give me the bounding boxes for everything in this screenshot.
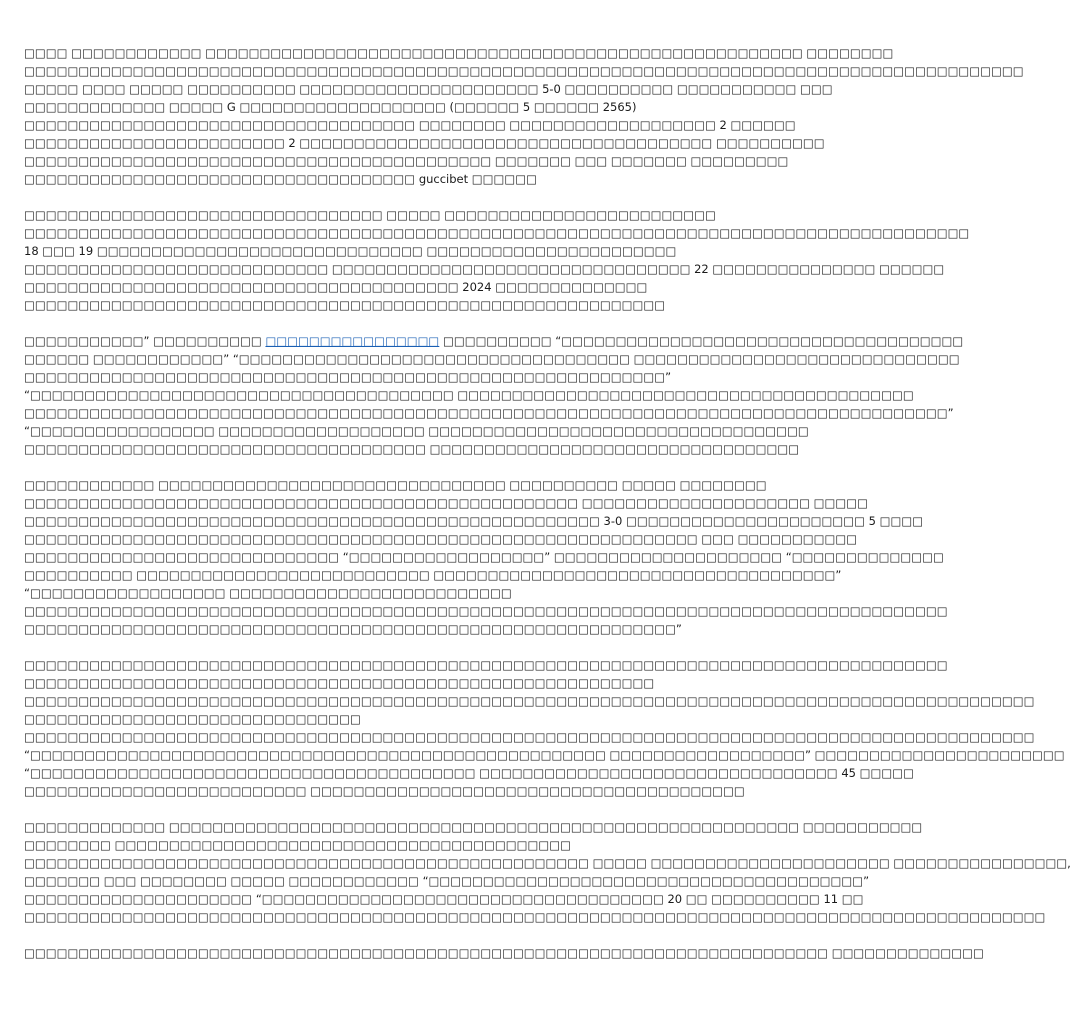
- text-line: □□□□□□□□□□□□□□□□□□□□□□□□□□□□□□□□□□□□□□□□ 2024 □□□□□□□□□□□□□□: [24, 280, 648, 294]
- text-line: □□□□ □□□□□□□□□□□□ □□□□□□□□□□□□□□□□□□□□□□□□□□□□□□□□□□□□□□□□□□□□□□□□□□□□□□□ □□□□□□□□: [24, 46, 894, 60]
- text-line: □□□□□□ □□□□□□□□□□□□” “□□□□□□□□□□□□□□□□□□□□□□□□□□□□□□□□□□□□ □□□□□□□□□□□□□□□□□□□□□□□□□□□□□□: [24, 352, 960, 366]
- text-line: □□□□□□□□□□□□□□□□□□□□□□□□□□□□□□□□□□□□□□□□□□□□□□□□□□□□□□□□□□□□□□□□□□□□□□□□□□ □□□□□□□□□□□□□□: [24, 946, 984, 960]
- text-line: □□□□□□□□□□□□□□□□□□□□□□□□□□□□□□□□□□□□□□□□□□□□□□□□□□□□□□□□□□□□”: [24, 622, 682, 636]
- text-line: “□□□□□□□□□□□□□□□□□ □□□□□□□□□□□□□□□□□□□ □□□□□□□□□□□□□□□□□□□□□□□□□□□□□□□□□□□: [24, 424, 809, 438]
- text-line: “□□□□□□□□□□□□□□□□□□ □□□□□□□□□□□□□□□□□□□□□□□□□□: [24, 586, 512, 600]
- text-line: 18 □□□ 19 □□□□□□□□□□□□□□□□□□□□□□□□□□□□□□ □□□□□□□□□□□□□□□□□□□□□□□: [24, 244, 677, 258]
- text-line: □□□□□□□□□□□□□□□□□□□□□□□□□□□□□□□□□□□□□□□□□□□□□□□□□□□□□□□□□□□□□□□□□□□□□□□□□□□□□□□□□□□□□: [24, 658, 948, 672]
- text-line: □□□□□□□□□□□□□□□□□□□□□ “□□□□□□□□□□□□□□□□□□□□□□□□□□□□□□□□□□□□□ 20 □□ □□□□□□□□□□ 11 □□: [24, 892, 864, 906]
- text-line: □□□□□□□ □□□ □□□□□□□□ □□□□□ □□□□□□□□□□□□ “□□□□□□□□□□□□□□□□□□□□□□□□□□□□□□□□□□□□□□□□”: [24, 874, 870, 888]
- text-line: □□□□□□□□□□□□□□□□□□□□□□□□□□□□□□□□□□□□□□□□□□□□□□□□□□□□□□□□□□□”: [24, 370, 672, 384]
- text-line: □□□□□□□□□□ □□□□□□□□□□□□□□□□□□□□□□□□□□□ □□□□□□□□□□□□□□□□□□□□□□□□□□□□□□□□□□□□□”: [24, 568, 842, 582]
- text-line: □□□□□ □□□□ □□□□□ □□□□□□□□□□ □□□□□□□□□□□□□□□□□□□□□□ 5-0 □□□□□□□□□□ □□□□□□□□□□□ □□□: [24, 82, 833, 96]
- text-line: □□□□□□□□□□□□□□□□□□□□□□□□□□□□□□□□□□□□□□□□□□□□□□□□□□□ □□□□□□□□□□□□□□□□□□□□□ □□□□□: [24, 496, 868, 510]
- text-line: □□□□□□□□□□□□□□□□□□□□□□□□ 2 □□□□□□□□□□□□□□□□□□□□□□□□□□□□□□□□□□□□□□ □□□□□□□□□□: [24, 136, 825, 150]
- text-line: □□□□□□□□□□□□□□□□□□□□□□□□□□□□□ “□□□□□□□□□□□□□□□□□□” □□□□□□□□□□□□□□□□□□□□□ “□□□□□□□□□□□□□□: [24, 550, 944, 564]
- inline-link[interactable]: □□□□□□□□□□□□□□□□: [265, 334, 440, 348]
- text-line: □□□□□□□□□□□□□□□□□□□□□□□□□□□□□□□□□□□□□□□□□□□ □□□□□□□ □□□ □□□□□□□ □□□□□□□□□: [24, 154, 789, 168]
- text-line: □□□□□□□□□□□□□□□□□□□□□□□□□□□□□□□□□□□□□□□□□□□□□□□□□□□□□□□□□□□□□□□□□□□□□□□□□□□□□□□□□□□□□□□□□□□□□□: [24, 910, 1046, 924]
- text-line: □□□□□□□□□□□□□□□□□□□□□□□□□□□□□□□□□□□□□□□□□□□□□□□□□□□□□□□□□□□□□□□□□□□□□□□□□□□□□□□□□□□□□: [24, 604, 948, 618]
- text-line: □□□□□□□□□□□□□□□□□□□□□□□□□□□□□□□: [24, 712, 361, 726]
- text-line: □□□□□□□□□□□□□ □□□□□□□□□□□□□□□□□□□□□□□□□□□□□□□□□□□□□□□□□□□□□□□□□□□□□□□□□□ □□□□□□□□□□□: [24, 820, 923, 834]
- text-line: □□□□□□□□□□□□□□□□□□□□□□□□□□□□□□□□□□□□□□□□□□□□□□□□□□□□□ 3-0 □□□□□□□□□□□□□□□□□□□□□□ 5 □□□□: [24, 514, 924, 528]
- text-line: □□□□□□□□□□□□□□□□□□□□□□□□□□□□□□□□□□□□□ □□□□□□□□□□□□□□□□□□□□□□□□□□□□□□□□□□: [24, 442, 800, 456]
- paragraph-3: [24, 332, 964, 458]
- text-line: □□□□□□□□□□□□□□□□□□□□□□□□□□□□□□□□□□□□□□□□□□□□□□□□□□□□□□□□□□□□□□ □□□ □□□□□□□□□□□: [24, 532, 858, 546]
- paragraph-5: [24, 656, 1065, 800]
- text-line: □□□□□□□□□□□□□□□□□□□□□□□□□□□□□□□□□□□□□□□□□□□□□□□□□□□□□□□□□□□□□□□□□□□□□□□□□□□□□□□□□□□□□□□: [24, 226, 970, 240]
- text-line: □□□□□□□□□□□□□□□□□□□□□□□□□□ □□□□□□□□□□□□□□□□□□□□□□□□□□□□□□□□□□□□□□□□: [24, 784, 745, 798]
- text-line: □□□□□□□□□□□□□ □□□□□ G □□□□□□□□□□□□□□□□□□□ (□□□□□□ 5 □□□□□□ 2565): [24, 100, 637, 114]
- text-fragment: □□□□□□□□□□ “□□□□□□□□□□□□□□□□□□□□□□□□□□□□□□□□□□□□□: [439, 334, 964, 348]
- text-line: □□□□□□□□□□□□□□□□□□□□□□□□□□□□□□□□□□□□□□□□□□□□□□□□□□□□□□□□□□□□□□□□□□□□□□□□□□□□□□□□□□□□□”: [24, 406, 954, 420]
- text-line-with-link: [24, 332, 964, 350]
- paragraph-1: [24, 44, 1024, 188]
- text-line: □□□□□□□□□□□□□□□□□□□□□□□□□□□□□□□□□□□□□□□□□□□□□□□□□□□□□□□□□□□□□□□□□□□□□□□□□□□□□□□□□□□□□□□□□□□□□: [24, 694, 1035, 708]
- paragraph-2: [24, 206, 970, 314]
- text-line: □□□□□□□□□□□□ □□□□□□□□□□□□□□□□□□□□□□□□□□□□□□□□ □□□□□□□□□□ □□□□□ □□□□□□□□: [24, 478, 767, 492]
- text-line: □□□□□□□□□□□□□□□□□□□□□□□□□□□□□□□□□□□□□□□□□□□□□□□□□□□□□□□□□□□: [24, 298, 666, 312]
- paragraph-6: [24, 818, 1071, 926]
- text-line: □□□□□□□□□□□□□□□□□□□□□□□□□□□□□□□□□□□□□□□□□□□□□□□□□□□□□□□□□□□□□□□□□□□□□□□□□□□□□□□□□□□□□□□□□□□□: [24, 64, 1024, 78]
- text-line: □□□□□□□□□□□□□□□□□□□□□□□□□□□□□□□□□□□□□□□□□□□□□□□□□□□□ □□□□□ □□□□□□□□□□□□□□□□□□□□□□ □□□□□□□□□□□□□□□□,: [24, 856, 1071, 870]
- text-fragment: □□□□□□□□□□□” □□□□□□□□□□: [24, 334, 266, 348]
- text-line: □□□□□□□□□□□□□□□□□□□□□□□□□□□□□□□□□□□□□□□□□□□□□□□□□□□□□□□□□□□□□□□□□□□□□□□□□□□□□□□□□□□□□□□□□□□□□: [24, 730, 1035, 744]
- text-line: □□□□□□□□□□□□□□□□□□□□□□□□□□□□□□□□□□□□□□□□□□□□□□□□□□□□□□□□□□: [24, 676, 655, 690]
- paragraph-7: [24, 944, 984, 962]
- paragraph-4: [24, 476, 948, 638]
- text-line: “□□□□□□□□□□□□□□□□□□□□□□□□□□□□□□□□□□□□□□□ □□□□□□□□□□□□□□□□□□□□□□□□□□□□□□□□□□□□□□□□□□: [24, 388, 914, 402]
- text-line: □□□□□□□□□□□□□□□□□□□□□□□□□□□□ □□□□□□□□□□□□□□□□□□□□□□□□□□□□□□□□□ 22 □□□□□□□□□□□□□□□ □□□□□□: [24, 262, 945, 276]
- text-line: “□□□□□□□□□□□□□□□□□□□□□□□□□□□□□□□□□□□□□□□□□ □□□□□□□□□□□□□□□□□□□□□□□□□□□□□□□□□ 45 □□□□□: [24, 766, 914, 780]
- text-line: □□□□□□□□□□□□□□□□□□□□□□□□□□□□□□□□□□□□ □□□□□□□□ □□□□□□□□□□□□□□□□□□□ 2 □□□□□□: [24, 118, 796, 132]
- text-line: □□□□□□□□□□□□□□□□□□□□□□□□□□□□□□□□□ □□□□□ □□□□□□□□□□□□□□□□□□□□□□□□□: [24, 208, 716, 222]
- text-line: □□□□□□□□□□□□□□□□□□□□□□□□□□□□□□□□□□□□ guccibet □□□□□□: [24, 172, 537, 186]
- text-line: “□□□□□□□□□□□□□□□□□□□□□□□□□□□□□□□□□□□□□□□□□□□□□□□□□□□□□ □□□□□□□□□□□□□□□□□□” □□□□□□□□□□□□□□□□□□□□□□□: [24, 748, 1065, 762]
- text-line: □□□□□□□□ □□□□□□□□□□□□□□□□□□□□□□□□□□□□□□□□□□□□□□□□□□: [24, 838, 571, 852]
